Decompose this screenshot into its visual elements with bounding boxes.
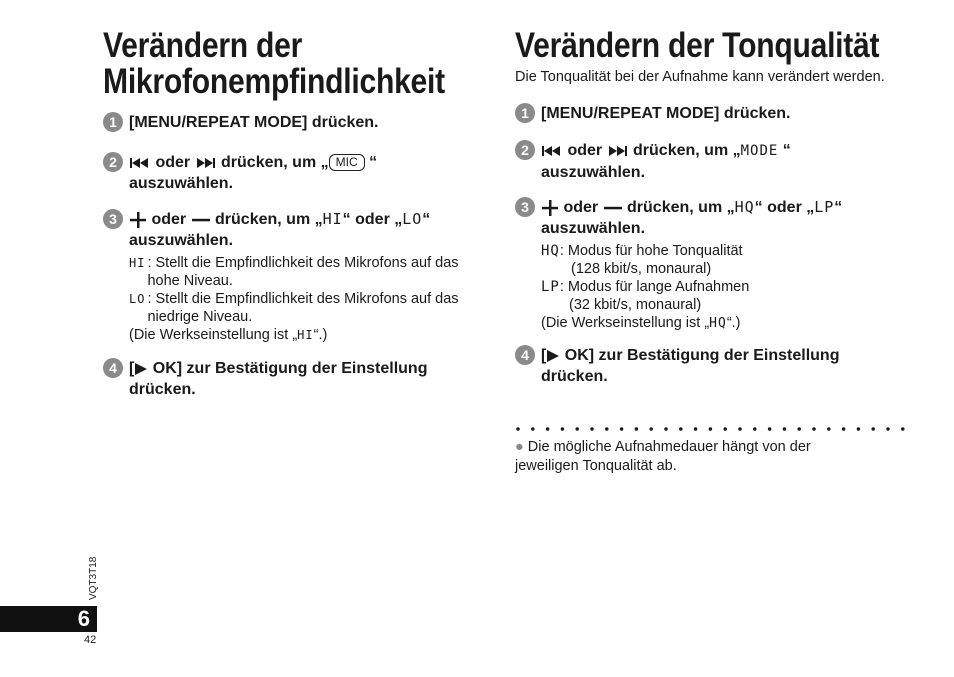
page-number: 42 [84,634,97,646]
document-code [80,548,104,602]
right-column [515,28,910,387]
step-number: 2 [103,152,123,172]
right-step-1: 1 [MENU/REPEAT MODE] drücken. [515,103,910,124]
skip-forward-icon [195,157,217,169]
left-title: Verändern der Mikrofonempfindlichkeit [103,26,445,101]
right-title: Verändern der Tonqualität [515,26,880,65]
play-icon [546,349,560,363]
left-step-1: 1 [MENU/REPEAT MODE] drücken. [103,112,493,133]
desc-lp-rate: (32 kbit/s, monaural) [569,297,702,313]
minus-icon [191,211,211,229]
play-icon [134,362,148,376]
page-number-tab: 6 [0,606,97,632]
desc-hq-rate: (128 kbit/s, monaural) [571,261,712,277]
step-number: 4 [103,358,123,378]
skip-forward-icon [607,145,629,157]
skip-back-icon [129,157,151,169]
plus-icon [541,199,559,217]
right-step-2: 2 oder drücken, um „MODE “ auszuwählen. [515,140,910,183]
sensitivity-descriptions [129,254,493,344]
bullet-icon: ● [515,439,524,455]
desc-hi: HI : Stellt die Empfindlichkeit des Mikrofons auf das hohe Niveau. [129,255,459,289]
desc-lp: LP: Modus für lange Aufnahmen [541,279,750,295]
default-setting: (Die Werkseinstellung ist „HI“.) [129,327,328,343]
step-number: 2 [515,140,535,160]
skip-back-icon [541,145,563,157]
left-step-4: 4 [ OK] zur Bestätigung der Einstellung drücken. [103,358,493,400]
left-column [103,28,493,400]
hi-lcd-label: HI [322,210,343,228]
desc-lo: LO : Stellt die Empfindlichkeit des Mikrofons auf das niedrige Niveau. [129,291,459,325]
step-number: 1 [515,103,535,123]
step-number: 1 [103,112,123,132]
left-step-3: 3 oder drücken, um „HI“ oder „LO“ auszuwählen. HI : Stellt die Empfindlichkeit des Mikrofons auf das hohe Niveau. LO : Stellt die Empfindlichkeit des Mikrofons auf das niedrige Niveau. (Die Werkseinstellung ist „HI“.) [103,209,493,344]
right-step-4: 4 [ OK] zur Bestätigung der Einstellung drücken. [515,345,910,387]
mode-lcd-label: MODE [740,143,779,159]
plus-icon [129,211,147,229]
lo-lcd-label: LO [402,210,423,228]
note: ● Die mögliche Aufnahmedauer hängt von der jeweiligen Tonqualität ab. [515,439,811,474]
svg-text:VQT3T18: VQT3T18 [88,556,99,600]
step-number: 4 [515,345,535,365]
default-setting: (Die Werkseinstellung ist „HQ“.) [541,315,741,331]
desc-hq: HQ: Modus für hohe Tonqualität [541,243,743,259]
dotted-divider [515,426,905,432]
hq-lcd-label: HQ [734,198,755,216]
step-number: 3 [515,197,535,217]
quality-descriptions [541,242,910,333]
left-step-2: 2 oder drücken, um „ MIC “ auszuwählen. [103,152,493,194]
right-step-3: 3 oder drücken, um „HQ“ oder „LP“ auszuwählen. HQ: Modus für hohe Tonqualität (128 kbit/s, monaural) LP: Modus für lange Aufnahmen (32 kbit/s, monaural) (Die Werkseinstellung ist „HQ“.) [515,197,910,333]
minus-icon [603,199,623,217]
mic-display-box: MIC [329,154,365,171]
lp-lcd-label: LP [814,198,835,216]
right-intro: Die Tonqualität bei der Aufnahme kann verändert werden. [515,69,885,85]
step-number: 3 [103,209,123,229]
